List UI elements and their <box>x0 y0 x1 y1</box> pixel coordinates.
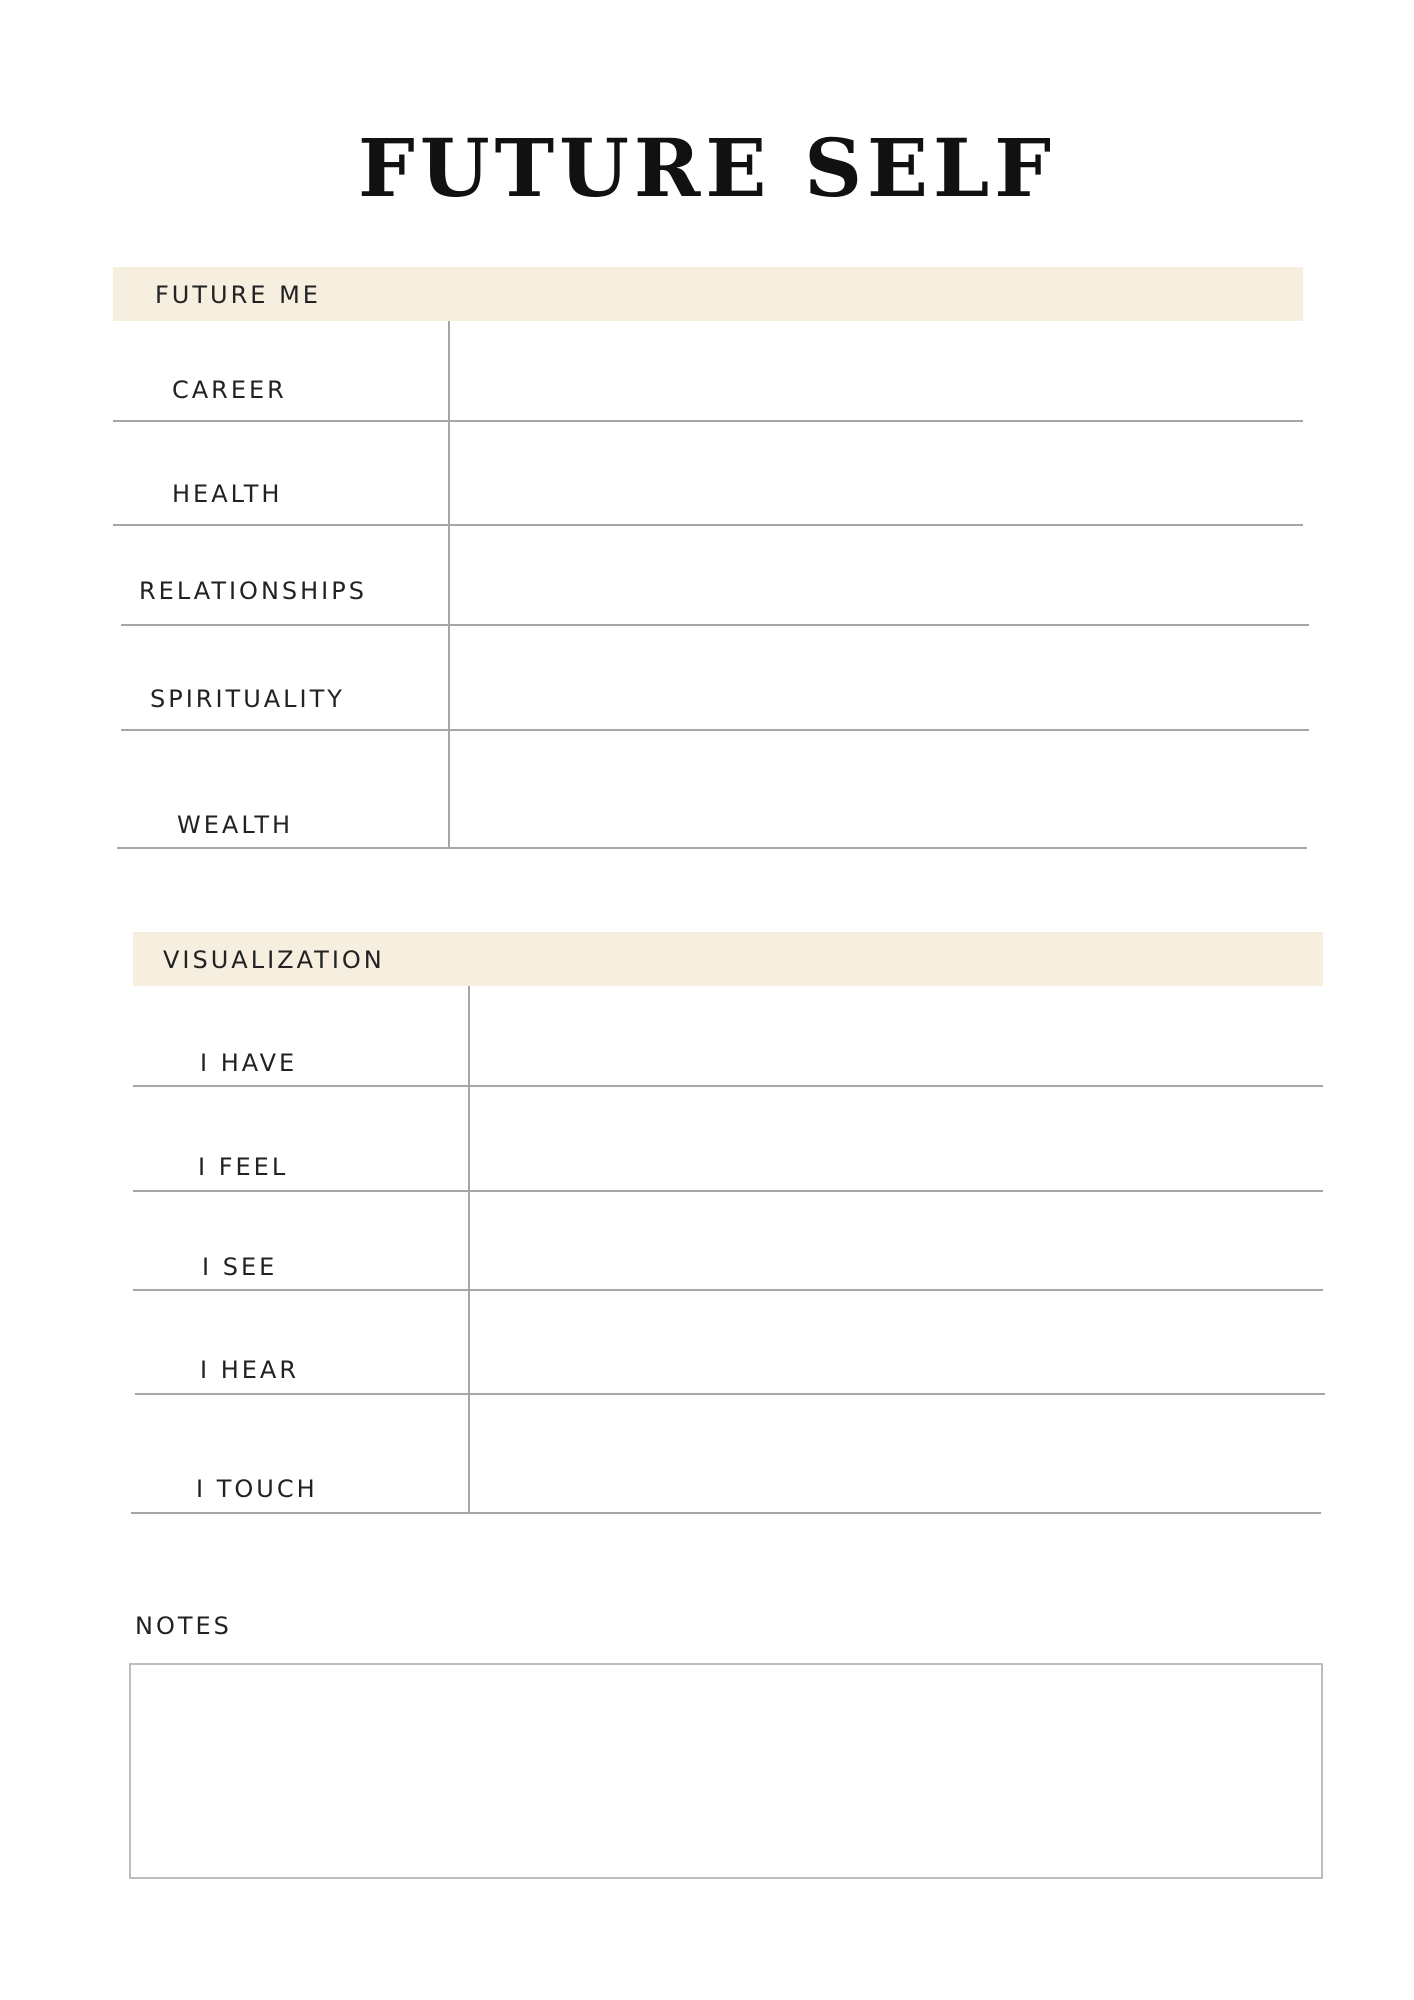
career-answer-area[interactable] <box>452 323 1302 419</box>
row-label-career: CAREER <box>172 376 287 404</box>
i-hear-answer-area[interactable] <box>472 1293 1324 1393</box>
row-label-i-hear: I HEAR <box>200 1356 300 1384</box>
row-divider-career <box>113 420 1303 422</box>
i-touch-answer-area[interactable] <box>472 1397 1320 1511</box>
row-label-spirituality: SPIRITUALITY <box>150 685 345 713</box>
row-divider-i-see <box>133 1289 1323 1291</box>
i-have-answer-area[interactable] <box>472 988 1322 1084</box>
row-divider-relationships <box>121 624 1309 626</box>
visualization-header-label: VISUALIZATION <box>163 946 385 974</box>
row-divider-spirituality <box>121 729 1309 731</box>
future-me-header-label: FUTURE ME <box>155 281 321 309</box>
visualization-header <box>133 932 1323 986</box>
notes-label: NOTES <box>135 1612 232 1640</box>
row-label-i-have: I HAVE <box>200 1049 298 1077</box>
future-me-column-divider <box>448 321 450 848</box>
row-divider-wealth <box>117 847 1307 849</box>
row-label-wealth: WEALTH <box>177 811 294 839</box>
page-title: FUTURE SELF <box>358 121 1056 215</box>
row-label-i-feel: I FEEL <box>198 1153 289 1181</box>
row-divider-i-have <box>133 1085 1323 1087</box>
row-label-i-touch: I TOUCH <box>196 1475 318 1503</box>
notes-box[interactable] <box>129 1663 1323 1879</box>
row-divider-i-hear <box>135 1393 1325 1395</box>
health-answer-area[interactable] <box>452 423 1302 523</box>
visualization-column-divider <box>468 986 470 1513</box>
row-label-i-see: I SEE <box>202 1253 278 1281</box>
row-divider-i-feel <box>133 1190 1323 1192</box>
row-divider-health <box>113 524 1303 526</box>
row-label-health: HEALTH <box>172 480 283 508</box>
row-label-relationships: RELATIONSHIPS <box>139 577 367 605</box>
row-divider-i-touch <box>131 1512 1321 1514</box>
i-feel-answer-area[interactable] <box>472 1089 1322 1189</box>
relationships-answer-area[interactable] <box>452 527 1308 623</box>
wealth-answer-area[interactable] <box>452 732 1306 846</box>
spirituality-answer-area[interactable] <box>452 627 1308 727</box>
future-me-header <box>113 267 1303 321</box>
i-see-answer-area[interactable] <box>472 1194 1322 1288</box>
